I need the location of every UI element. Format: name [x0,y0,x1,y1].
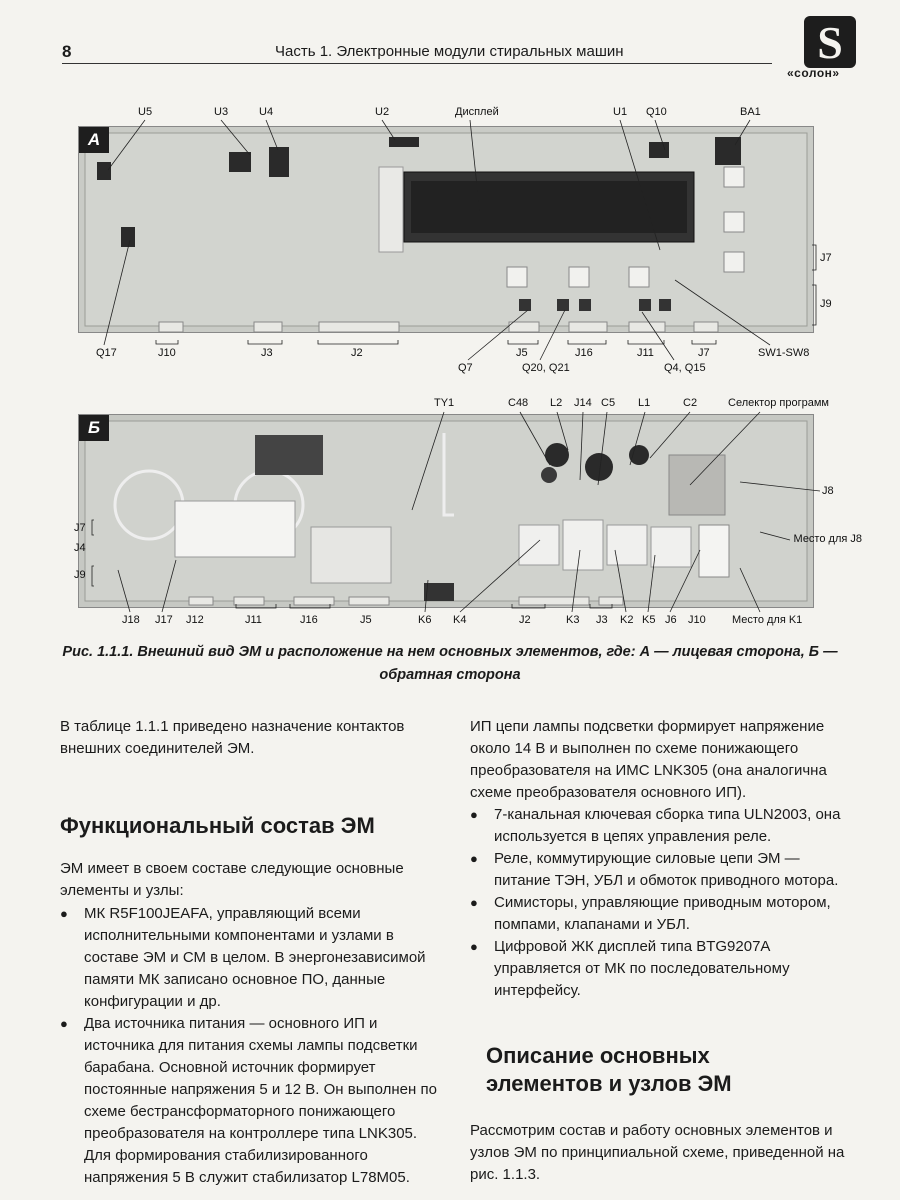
callout-j4: J4 [74,542,86,554]
callout-program-selector: Селектор программ [728,397,829,409]
list-item: ● 7-канальная ключевая сборка типа ULN2003, она используется в цепях управления реле. [470,806,841,845]
panel-b-leader-lines [0,390,900,630]
description-paragraph: Рассмотрим состав и работу основных элементов и узлов ЭМ по принципиальной схеме, приведенной на рис. 1.1.3. [470,1122,845,1183]
callout-c5: C5 [601,397,616,409]
callout-q17: Q17 [96,347,117,359]
callout-j10: J10 [158,347,176,359]
callout-k5: K5 [642,614,656,626]
callout-q20-q21: Q20, Q21 [522,362,570,374]
callout-j17: J17 [155,614,173,626]
page-number: 8 [62,42,72,61]
callout-j16: J16 [575,347,593,359]
callout-u1: U1 [613,106,628,118]
callout-ba1: BA1 [740,106,761,118]
left-bullet-list [60,903,440,1189]
callout-j12: J12 [186,614,204,626]
callout-ty1: TY1 [434,397,455,409]
callout-display: Дисплей [455,106,499,118]
callout-j7-back: J7 [74,522,86,534]
publisher-name: «солон» [787,66,840,80]
callout-j11: J11 [637,347,654,359]
callout-j11-back: J11 [245,614,262,626]
right-bullet-list [470,804,845,1002]
callout-c2: C2 [683,397,698,409]
callout-j10-back: J10 [688,614,706,626]
composition-lead: ЭМ имеет в своем составе следующие основные элементы и узлы: [60,860,404,899]
callout-j8: J8 [822,485,834,497]
callout-k4: K4 [453,614,467,626]
callout-j9: J9 [820,298,832,310]
panel-a-leader-lines [0,0,900,410]
callout-j8-place: Место для J8 [793,533,862,545]
callout-l1: L1 [638,397,651,409]
intro-paragraph: В таблице 1.1.1 приведено назначение контактов внешних соединителей ЭМ. [60,718,405,757]
callout-j9-back: J9 [74,569,86,581]
callout-sw1-sw8: SW1-SW8 [758,347,810,359]
list-item: ● МК R5F100JEAFA, управляющий всеми исполнительными компонентами и узлами в составе ЭМ и СМ в целом. В энергонезависимой памяти МК записано основное ПО, данные конфигурации и др. [60,905,426,1010]
figure-caption: Рис. 1.1.1. Внешний вид ЭМ и расположение на нем основных элементов, где: А — лицевая сторона, Б — обратная сторона [62,644,838,683]
callout-k1-place: Место для K1 [732,614,803,626]
callout-l2: L2 [550,397,563,409]
callout-u4: U4 [259,106,274,118]
callout-c48: C48 [508,397,529,409]
section-heading-description: Описание основных элементов и узлов ЭМ [486,1043,732,1096]
callout-j3-back: J3 [596,614,608,626]
running-title: Часть 1. Электронные модули стиральных машин [275,43,624,60]
callout-j2-back: J2 [519,614,531,626]
callout-k3: K3 [566,614,580,626]
callout-j7: J7 [820,252,832,264]
callout-k2: K2 [620,614,634,626]
power-supply-continuation: ИП цепи лампы подсветки формирует напряжение около 14 В и выполнен по схеме понижающего преобразователя на ИМС LNK305 (она аналогична схеме преобразователя основного ИП). [470,718,827,801]
callout-k6: K6 [418,614,432,626]
callout-j6: J6 [665,614,677,626]
panel-b-label: Б [79,415,109,441]
callout-j5-back: J5 [360,614,372,626]
panel-a-label: А [79,127,109,153]
callout-q7: Q7 [458,362,473,374]
callout-j3: J3 [261,347,273,359]
list-item: ● Цифровой ЖК дисплей типа BTG9207A управляется от МК по последовательному интерфейсу. [470,938,790,999]
callout-j18: J18 [122,614,140,626]
callout-q10: Q10 [646,106,667,118]
callout-j7-bottom: J7 [698,347,710,359]
callout-q4-q15: Q4, Q15 [664,362,706,374]
callout-j5: J5 [516,347,528,359]
callout-u2: U2 [375,106,390,118]
logo-mark: S [817,17,843,68]
callout-j14: J14 [574,397,592,409]
callout-j16-back: J16 [300,614,318,626]
list-item: ● Реле, коммутирующие силовые цепи ЭМ — питание ТЭН, УБЛ и обмоток приводного мотора. [470,850,839,889]
list-item: ● Два источника питания — основного ИП и источника для питания схемы лампы подсветки барабана. Основной источник формирует постоянные напряжения 5 и 12 В. Он выполнен по схеме бестрансформаторного понижающего преобразователя на контроллере типа LNK305. Для формирования стабилизированного напряжения 5 В служит стабилизатор L78M05. [60,1015,437,1186]
section-heading-composition: Функциональный состав ЭМ [60,813,375,838]
callout-u5: U5 [138,106,153,118]
list-item: ● Симисторы, управляющие приводным мотором, помпами, клапанами и УБЛ. [470,894,831,933]
callout-j2: J2 [351,347,363,359]
callout-u3: U3 [214,106,229,118]
